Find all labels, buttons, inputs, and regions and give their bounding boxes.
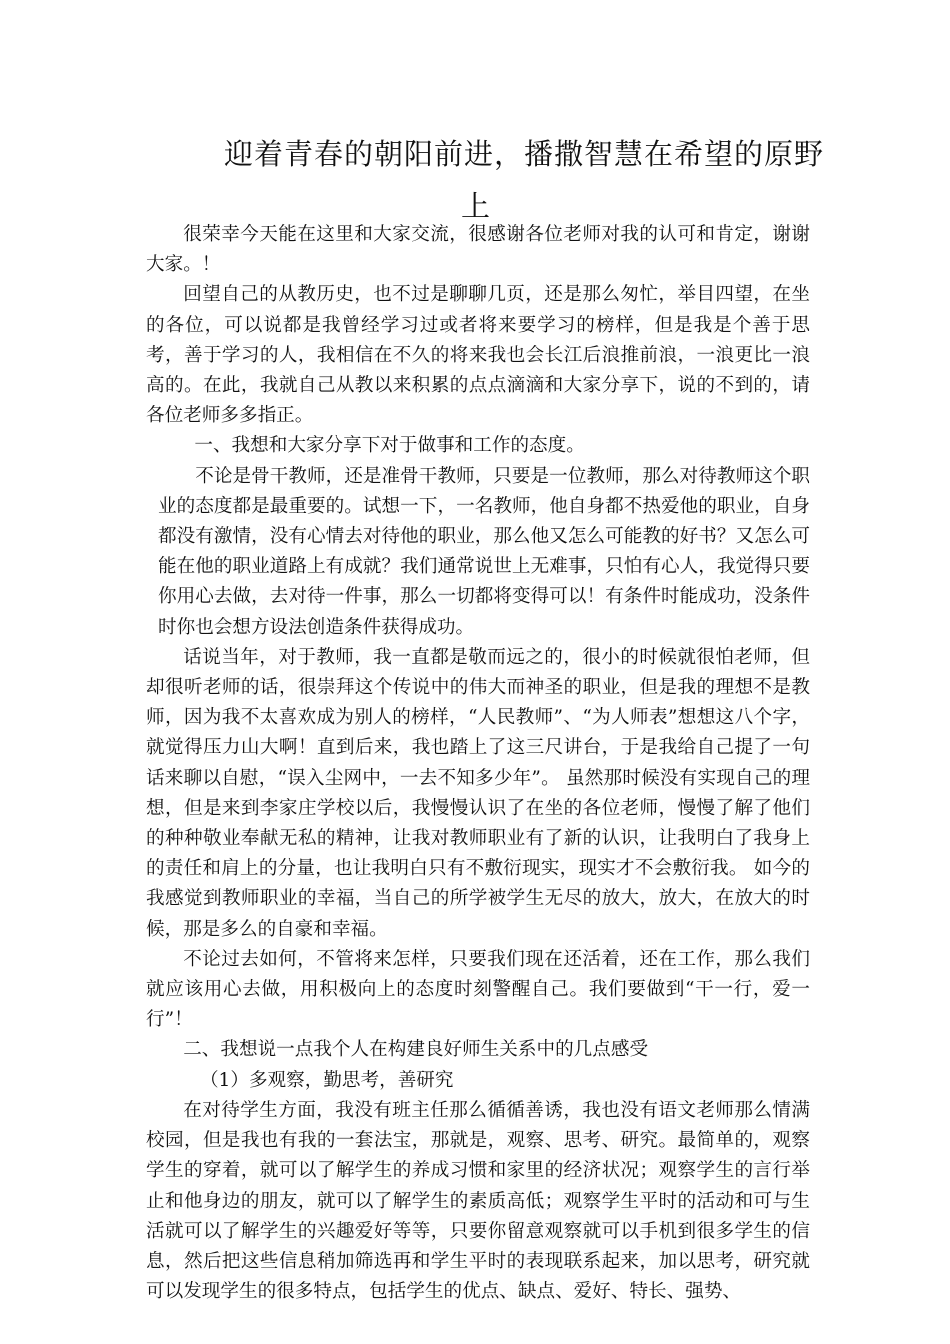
subsection-heading-1: （1）多观察，勤思考，善研究 <box>199 1069 454 1091</box>
title-line-1: 迎着青春的朝阳前进，播撒智慧在希望的原野 <box>224 137 825 171</box>
paragraph-observation: 在对待学生方面，我没有班主任那么循循善诱，我也没有语文老师那么情满校园，但是我也有我的一套法宝，那就是，观察、思考、研究。最简单的，观察学生的穿着，就可以了解学生的养成习惯和家里的经济状况；观察学生的言行举止和他身边的朋友，就可以了解学生的素质高低；观察学生平时的活动和可与生活就可以了解学生的兴趣爱好等等，只要你留意观察就可以手机到很多学生的信息，然后把这些信息稍加筛选再和学生平时的表现联系起来，加以思考，研究就可以发现学生的很多特点，包括学生的优点、缺点、爱好、特长、强势、 <box>146 1099 810 1303</box>
paragraph-greeting: 很荣幸今天能在这里和大家交流，很感谢各位老师对我的认可和肯定，谢谢大家。！ <box>146 224 810 276</box>
paragraph-conclusion: 不论过去如何，不管将来怎样，只要我们现在还活着，还在工作，那么我们就应该用心去做，用积极向上的态度时刻警醒自己。我们要做到“干一行，爱一行”！ <box>146 948 810 1031</box>
document-title <box>0 128 950 232</box>
section-heading-1: 一、我想和大家分享下对于做事和工作的态度。 <box>194 435 585 457</box>
document-body <box>146 220 810 1307</box>
paragraph-story: 话说当年，对于教师，我一直都是敬而远之的，很小的时候就很怕老师，但却很听老师的话，很崇拜这个传说中的伟大而神圣的职业，但是我的理想不是教师，因为我不太喜欢成为别人的榜样，“人民教师”、“为人师表”想想这八个字，就觉得压力山大啊！直到后来，我也踏上了这三尺讲台，于是我给自己提了一句话来聊以自慰，“误入尘网中，一去不知多少年”。 虽然那时候没有实现自己的理想，但是来到李家庄学校以后，我慢慢认识了在坐的各位老师，慢慢了解了他们的种种敬业奉献无私的精神，让我对教师职业有了新的认识，让我明白了我身上的责任和肩上的分量，也让我明白只有不敷衍现实，现实才不会敷衍我。 如今的我感觉到教师职业的幸福，当自己的所学被学生无尽的放大，放大，在放大的时候，那是多么的自豪和幸福。 <box>146 646 810 940</box>
paragraph-attitude: 不论是骨干教师，还是准骨干教师，只要是一位教师，那么对待教师这个职业的态度都是最重要的。试想一下，一名教师，他自身都不热爱他的职业，自身都没有激情，没有心情去对待他的职业，那么他又怎么可能教的好书？又怎么可能在他的职业道路上有成就？我们通常说世上无难事，只怕有心人，我觉得只要你用心去做，去对待一件事，那么一切都将变得可以！有条件时能成功，没条件时你也会想方设法创造条件获得成功。 <box>158 465 810 638</box>
paragraph-review: 回望自己的从教历史，也不过是聊聊几页，还是那么匆忙，举目四望，在坐的各位，可以说都是我曾经学习过或者将来要学习的榜样，但是我是个善于思考，善于学习的人，我相信在不久的将来我也会长江后浪推前浪，一浪更比一浪高的。在此，我就自己从教以来积累的点点滴滴和大家分享下，说的不到的，请各位老师多多指正。 <box>146 284 810 427</box>
title-line-2: 上 <box>461 189 492 223</box>
section-heading-2: 二、我想说一点我个人在构建良好师生关系中的几点感受 <box>183 1039 649 1061</box>
